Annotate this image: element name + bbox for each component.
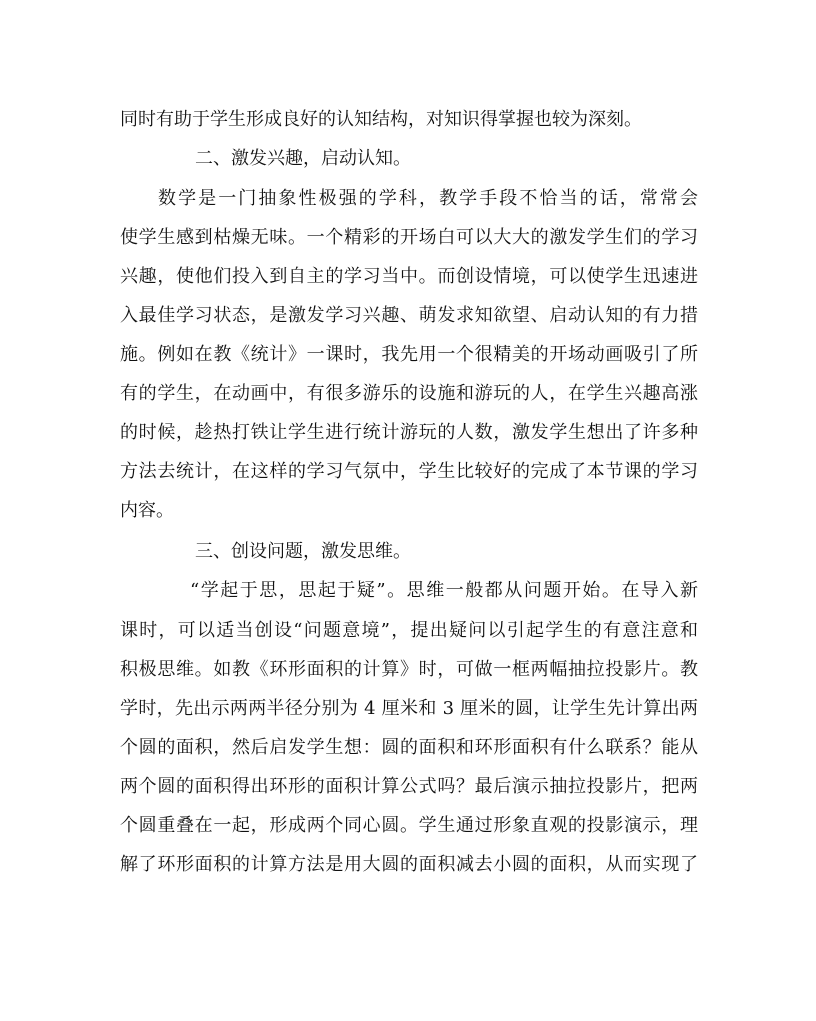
paragraph-line: 施。例如在教《统计》一课时，我先用一个很精美的开场动画吸引了所 xyxy=(120,344,698,365)
paragraph-line: 两个圆的面积得出环形的面积计算公式吗？最后演示抽拉投影片，把两 xyxy=(120,776,698,797)
paragraph-line: 课时，可以适当创设“问题意境”，提出疑问以引起学生的有意注意和 xyxy=(120,620,698,641)
paragraph-line: 有的学生，在动画中，有很多游乐的设施和游玩的人，在学生兴趣高涨 xyxy=(120,383,698,404)
paragraph-line: 内容。 xyxy=(120,500,174,521)
paragraph-line: 学时，先出示两两半径分别为 4 厘米和 3 厘米的圆，让学生先计算出两 xyxy=(120,698,698,719)
paragraph-line: 同时有助于学生形成良好的认知结构，对知识得掌握也较为深刻。 xyxy=(120,109,642,130)
section-heading: 二、激发兴趣，启动认知。 xyxy=(195,148,411,169)
paragraph-line: 积极思维。如教《环形面积的计算》时，可做一框两幅抽拉投影片。教 xyxy=(120,659,698,680)
paragraph-line: 解了环形面积的计算方法是用大圆的面积减去小圆的面积，从而实现了 xyxy=(120,854,698,875)
paragraph-line: 的时候，趁热打铁让学生进行统计游玩的人数，激发学生想出了许多种 xyxy=(120,422,698,443)
section-heading: 三、创设问题，激发思维。 xyxy=(195,541,411,562)
paragraph-line: 方法去统计，在这样的学习气氛中，学生比较好的完成了本节课的学习 xyxy=(120,461,698,482)
paragraph-line: 兴趣，使他们投入到自主的学习当中。而创设情境，可以使学生迅速进 xyxy=(120,266,698,287)
paragraph-line: 使学生感到枯燥无味。一个精彩的开场白可以大大的激发学生们的学习 xyxy=(120,227,698,248)
paragraph-line: 个圆的面积，然后启发学生想：圆的面积和环形面积有什么联系？能从 xyxy=(120,737,698,758)
paragraph-line: 入最佳学习状态，是激发学习兴趣、萌发求知欲望、启动认知的有力措 xyxy=(120,305,698,326)
paragraph-line: 数学是一门抽象性极强的学科，教学手段不恰当的话，常常会 xyxy=(158,188,698,209)
paragraph-line: “学起于思，思起于疑”。思维一般都从问题开始。在导入新 xyxy=(190,580,698,601)
paragraph-line: 个圆重叠在一起，形成两个同心圆。学生通过形象直观的投影演示，理 xyxy=(120,815,698,836)
